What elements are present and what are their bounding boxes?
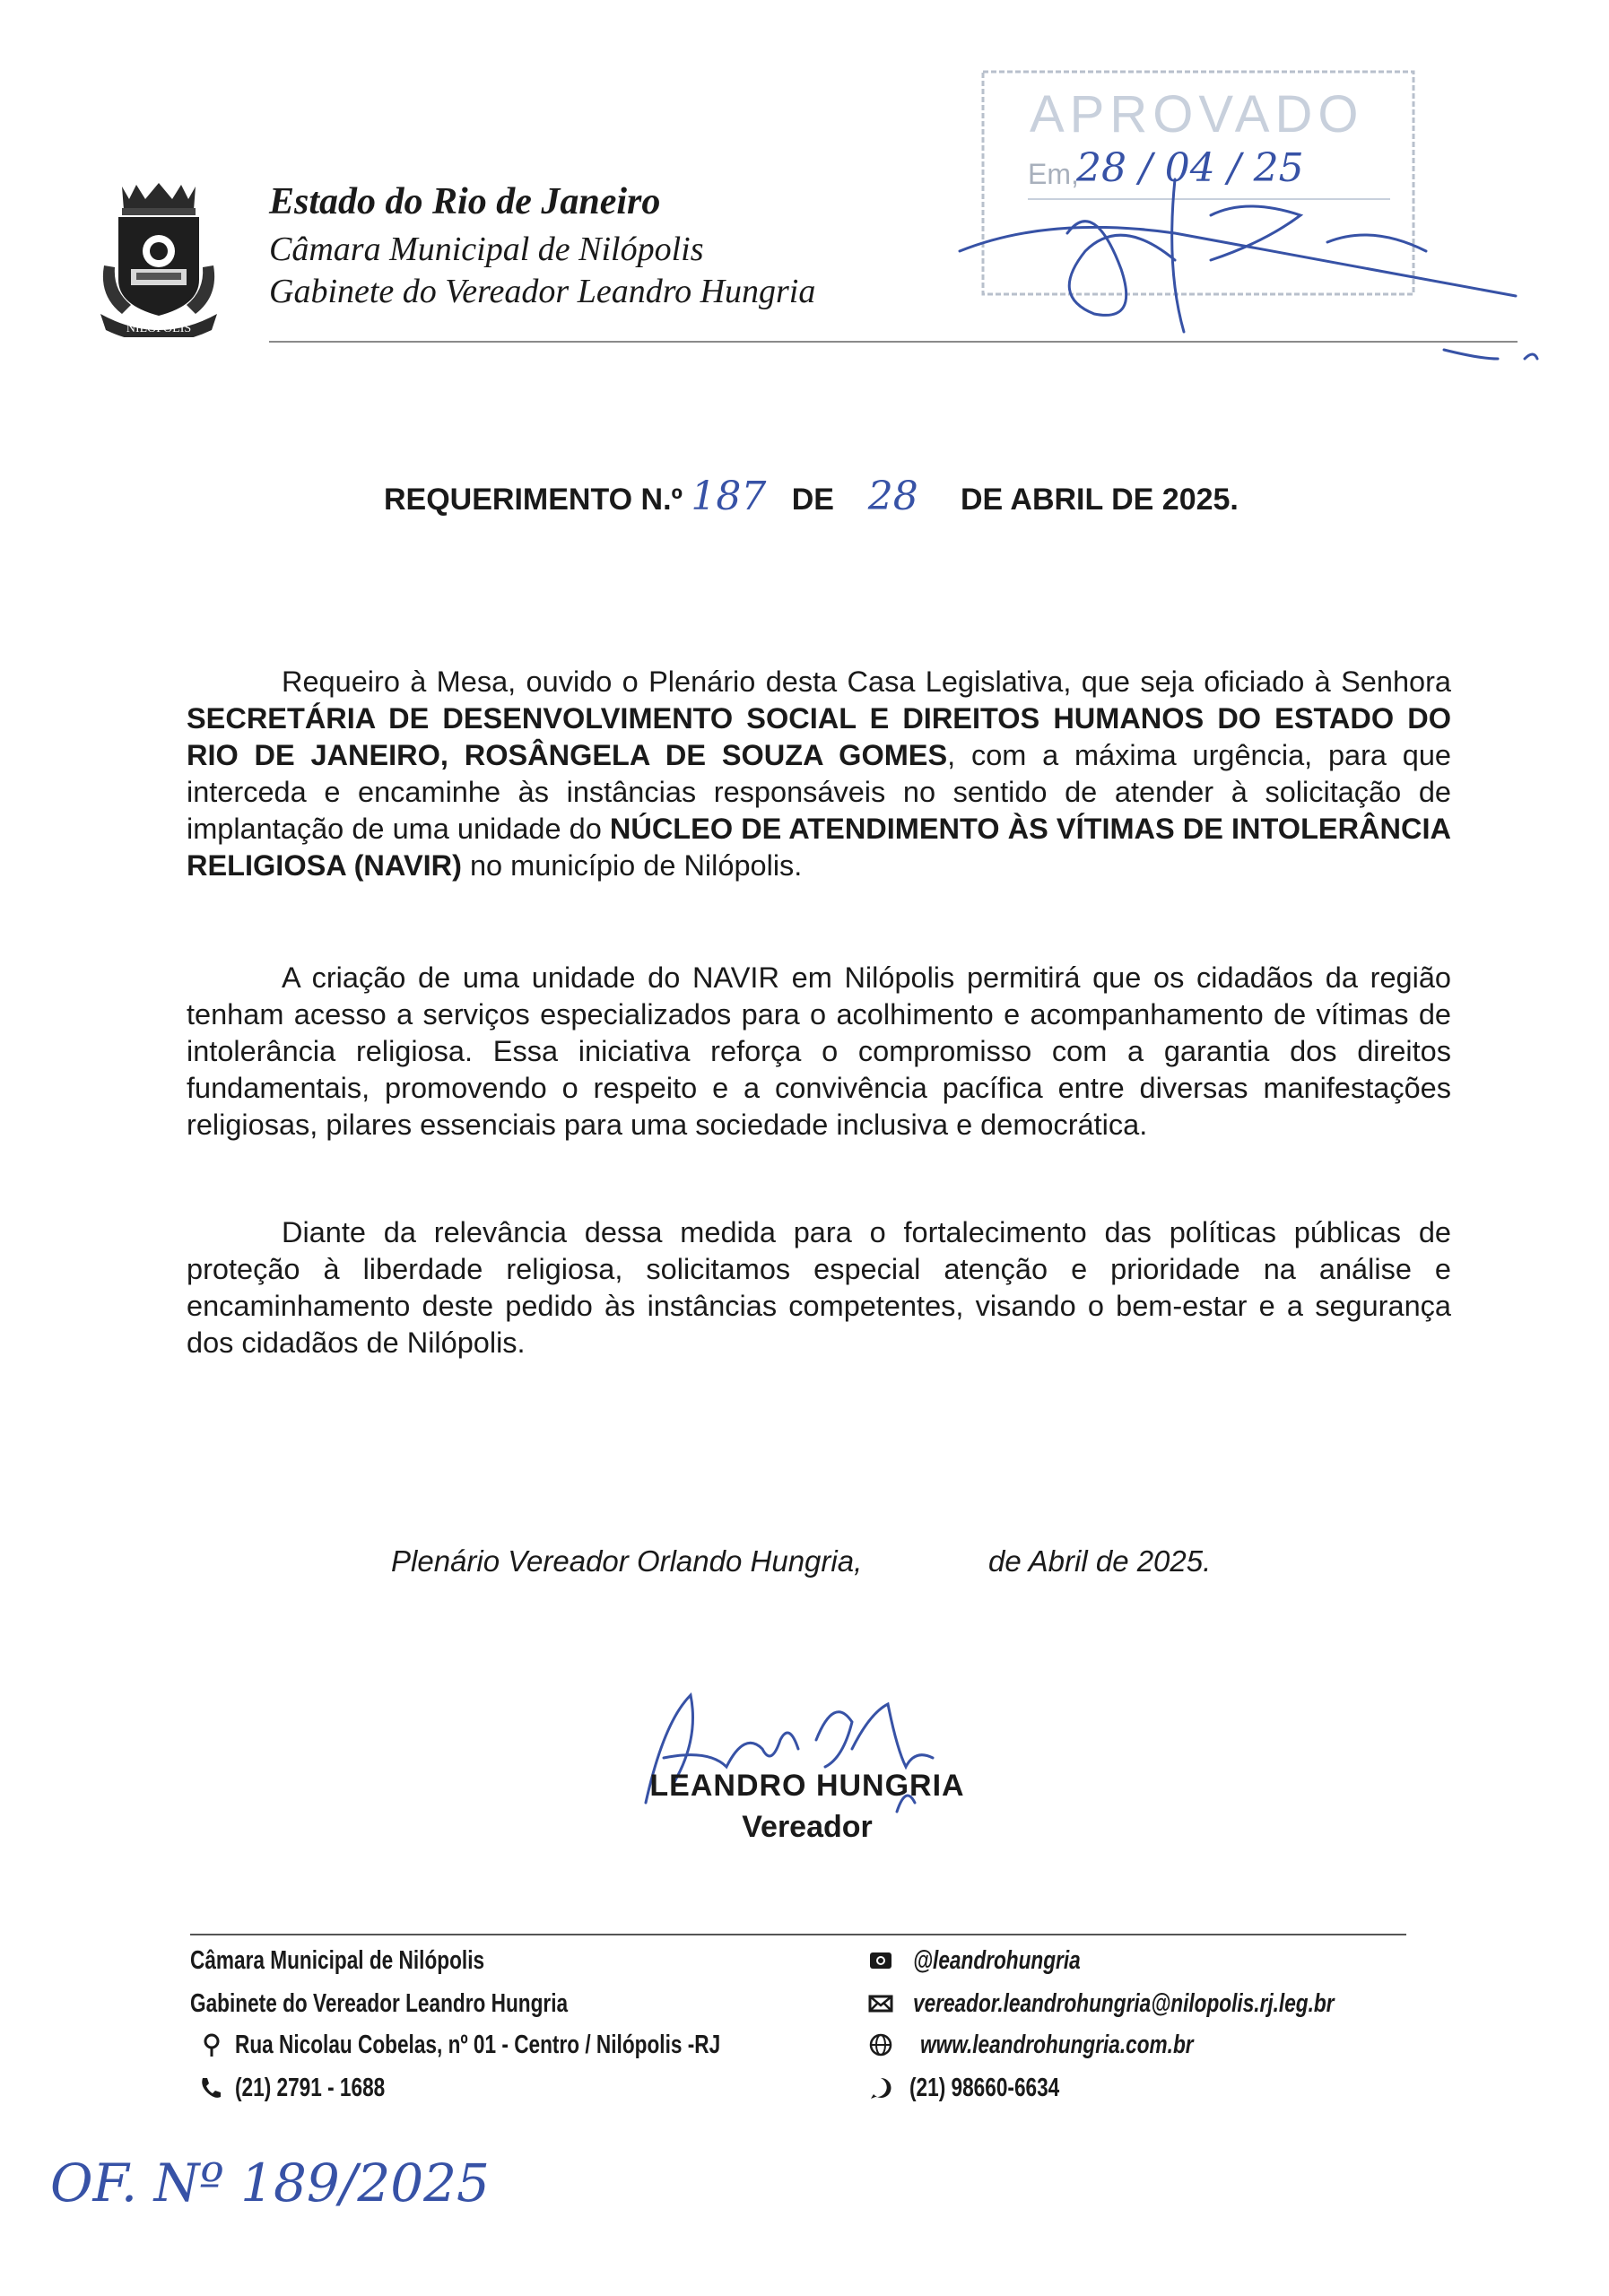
header-chamber: Câmara Municipal de Nilópolis (269, 230, 704, 268)
phone-icon (197, 2075, 222, 2100)
approval-signature-scribble (942, 161, 1570, 395)
title-rest: DE ABRIL DE 2025. (960, 483, 1239, 517)
signatory-role: Vereador (742, 1810, 873, 1844)
body-paragraph-2: A criação de uma unidade do NAVIR em Nilópolis permitirá que os cidadãos da região tenham acesso a serviços especializados para o acolhimento e acompanhamento de vítimas de intolerância religiosa. Essa iniciativa reforça o compromisso com a garantia dos direitos fundamentais, promovendo o respeito e a convivência pacífica entre diversas manifestações religiosas, pilares essenciais para uma sociedade inclusiva e democrática. (187, 961, 1451, 1141)
signatory-name: LEANDRO HUNGRIA (649, 1769, 965, 1803)
footer-chamber: Câmara Municipal de Nilópolis (190, 1946, 485, 1975)
title-number-handwritten: 187 (691, 474, 767, 519)
header-office: Gabinete do Vereador Leandro Hungria (269, 273, 816, 310)
footer-office: Gabinete do Vereador Leandro Hungria (190, 1989, 569, 2018)
p1-bold-navir: NÚCLEO DE ATENDIMENTO ÀS VÍTIMAS DE INTOLERÂNCIA RELIGIOSA (NAVIR) (187, 813, 1451, 882)
globe-icon (868, 2032, 893, 2057)
footer-phone: (21) 2791 - 1688 (235, 2074, 386, 2102)
footer-website[interactable]: www.leandrohungria.com.br (920, 2031, 1194, 2059)
closing-place: Plenário Vereador Orlando Hungria, (391, 1544, 863, 1578)
body-paragraph-1 (187, 664, 1451, 884)
whatsapp-icon (868, 2075, 893, 2100)
footer-instagram[interactable]: @leandrohungria (913, 1946, 1081, 1975)
title-de: DE (791, 483, 834, 517)
instagram-icon (868, 1948, 893, 1973)
footer-divider (190, 1934, 1406, 1935)
body-paragraph-3: Diante da relevância dessa medida para o fortalecimento das políticas públicas de proteção à liberdade religiosa, solicitamos especial atenção e prioridade na análise e encaminhamento deste pedido às instâncias competentes, visando o bem-estar e a segurança dos cidadãos de Nilópolis. (187, 1216, 1451, 1359)
handwritten-office-number: OF. Nº 189/2025 (50, 2152, 490, 2213)
crest-ribbon-text: NILÓPOLIS (126, 322, 192, 335)
stamp-title: APROVADO (1030, 85, 1364, 144)
title-day-handwritten: 28 (867, 474, 918, 519)
footer-whatsapp: (21) 98660-6634 (909, 2074, 1060, 2102)
p1-text-2: , com a máxima urgência, para que interceda e encaminhe às instâncias responsáveis no sentido de atender à solicitação de implantação de uma unidade do (187, 739, 1451, 845)
stamp-date-label: Em, (1028, 158, 1079, 190)
footer-address: Rua Nicolau Cobelas, nº 01 - Centro / Nilópolis -RJ (235, 2031, 721, 2059)
p1-text-1: Requeiro à Mesa, ouvido o Plenário desta Casa Legislativa, que seja oficiado à Senhora (282, 665, 1451, 698)
header-state: Estado do Rio de Janeiro (269, 181, 661, 222)
title-prefix: REQUERIMENTO N.º (384, 483, 683, 517)
footer-email[interactable]: vereador.leandrohungria@nilopolis.rj.leg.br (913, 1989, 1335, 2018)
location-pin-icon (199, 2032, 224, 2057)
document-title (384, 474, 1239, 519)
p1-bold-recipient: SECRETÁRIA DE DESENVOLVIMENTO SOCIAL E DIREITOS HUMANOS DO ESTADO DO RIO DE JANEIRO, ROSÂNGELA DE SOUZA GOMES (187, 702, 1451, 771)
mail-icon (868, 1991, 893, 2016)
municipal-crest-icon (95, 179, 222, 337)
stamp-handwritten-date: 28 / 04 / 25 (1076, 145, 1304, 191)
closing-date: de Abril de 2025. (988, 1544, 1212, 1578)
p1-text-3: no município de Nilópolis. (461, 849, 803, 882)
